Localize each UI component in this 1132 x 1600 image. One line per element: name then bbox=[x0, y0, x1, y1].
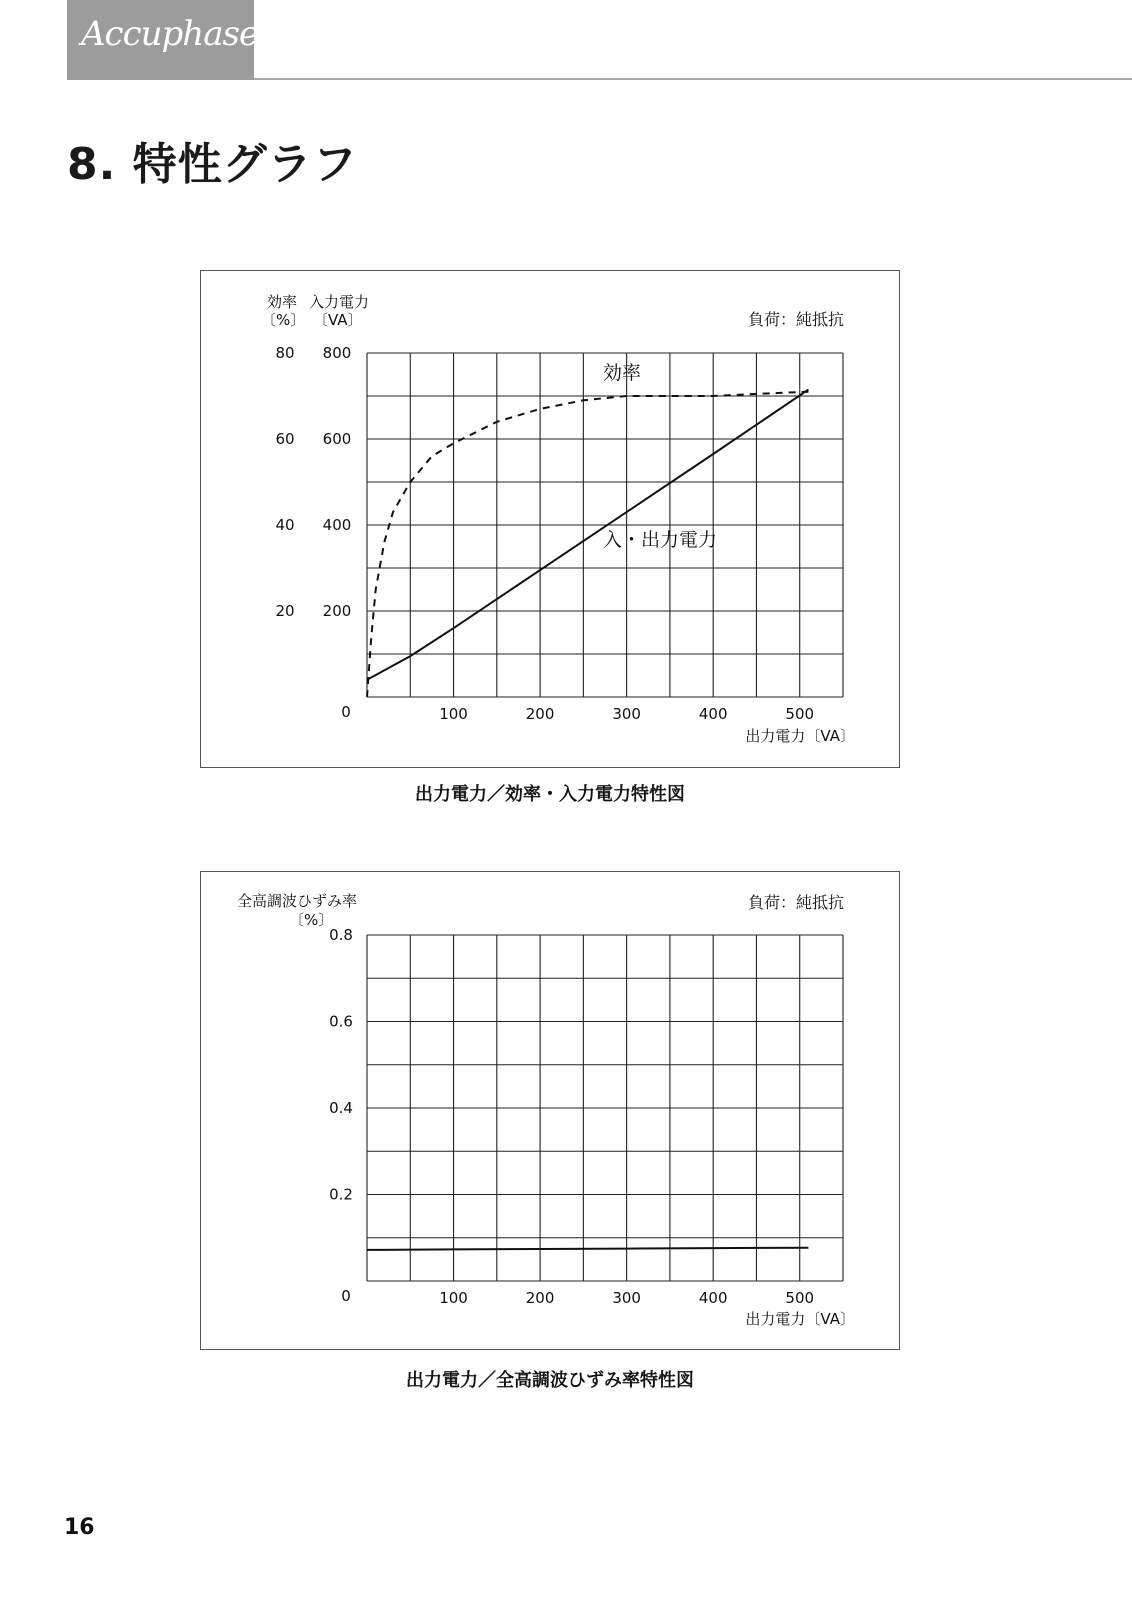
efficiency-power-chart-svg bbox=[201, 271, 899, 767]
brand-logo bbox=[67, 0, 259, 80]
ylabel-input-power: 入力電力 bbox=[309, 293, 370, 311]
x-tick: 200 bbox=[525, 705, 555, 723]
ylabel-efficiency: 効率 bbox=[267, 293, 298, 311]
xlabel: 出力電力〔VA〕 bbox=[745, 727, 855, 745]
thd-chart bbox=[200, 871, 900, 1350]
series-lines bbox=[367, 1248, 808, 1250]
origin-label: 0 bbox=[341, 703, 351, 721]
y-tick: 0.2 bbox=[329, 1185, 353, 1204]
series-line-power bbox=[367, 390, 808, 680]
section-title: 8. 特性グラフ bbox=[67, 139, 358, 190]
load-label: 負荷：純抵抗 bbox=[747, 893, 844, 912]
load-label: 負荷：純抵抗 bbox=[747, 310, 844, 329]
y-tick-right: 800 bbox=[322, 344, 352, 362]
y-tick-left: 60 bbox=[275, 430, 295, 448]
thd-chart-svg bbox=[201, 872, 899, 1349]
y-tick-right: 200 bbox=[322, 602, 352, 620]
x-tick: 200 bbox=[525, 1289, 555, 1307]
x-tick: 100 bbox=[439, 1289, 468, 1307]
chart2-caption: 出力電力／全高調波ひずみ率特性図 bbox=[406, 1370, 694, 1391]
series-line-thd bbox=[367, 1248, 808, 1250]
ylabel-efficiency-unit: 〔%〕 bbox=[261, 311, 306, 329]
x-tick-labels bbox=[439, 705, 814, 723]
series-lines bbox=[367, 390, 808, 697]
y-tick: 0.4 bbox=[329, 1099, 353, 1117]
xlabel: 出力電力〔VA〕 bbox=[745, 1310, 855, 1328]
y-tick-left: 40 bbox=[275, 516, 295, 534]
page-number: 16 bbox=[64, 1515, 95, 1540]
series-label-efficiency: 効率 bbox=[603, 362, 642, 384]
y-tick-left: 80 bbox=[275, 344, 295, 362]
ylabel-thd: 全高調波ひずみ率 bbox=[237, 892, 358, 910]
header-rule bbox=[254, 78, 1132, 80]
x-tick: 300 bbox=[612, 1289, 641, 1307]
series-line-efficiency bbox=[367, 392, 808, 697]
x-tick: 500 bbox=[785, 1289, 815, 1307]
x-tick: 100 bbox=[439, 705, 468, 723]
x-tick: 400 bbox=[698, 705, 728, 723]
chart1-caption: 出力電力／効率・入力電力特性図 bbox=[415, 784, 685, 805]
y-tick: 0.8 bbox=[329, 926, 353, 944]
series-label-power: 入・出力電力 bbox=[603, 529, 718, 551]
grid bbox=[367, 935, 843, 1281]
y-tick: 0.6 bbox=[329, 1012, 353, 1031]
x-tick: 400 bbox=[698, 1289, 728, 1307]
ylabel-input-power-unit: 〔VA〕 bbox=[313, 311, 363, 329]
grid bbox=[367, 353, 843, 697]
x-tick-labels bbox=[439, 1289, 814, 1307]
ylabel-thd-unit: 〔%〕 bbox=[289, 911, 334, 929]
y-tick-right: 600 bbox=[322, 430, 352, 448]
x-tick: 300 bbox=[612, 705, 641, 723]
y-tick-labels bbox=[275, 344, 351, 620]
efficiency-power-chart bbox=[200, 270, 900, 768]
y-tick-left: 20 bbox=[275, 602, 295, 620]
y-tick-labels bbox=[329, 926, 353, 1204]
brand-logo-text: Accuphase bbox=[81, 14, 259, 54]
y-tick-right: 400 bbox=[322, 516, 352, 534]
origin-label: 0 bbox=[341, 1287, 351, 1305]
x-tick: 500 bbox=[785, 705, 815, 723]
